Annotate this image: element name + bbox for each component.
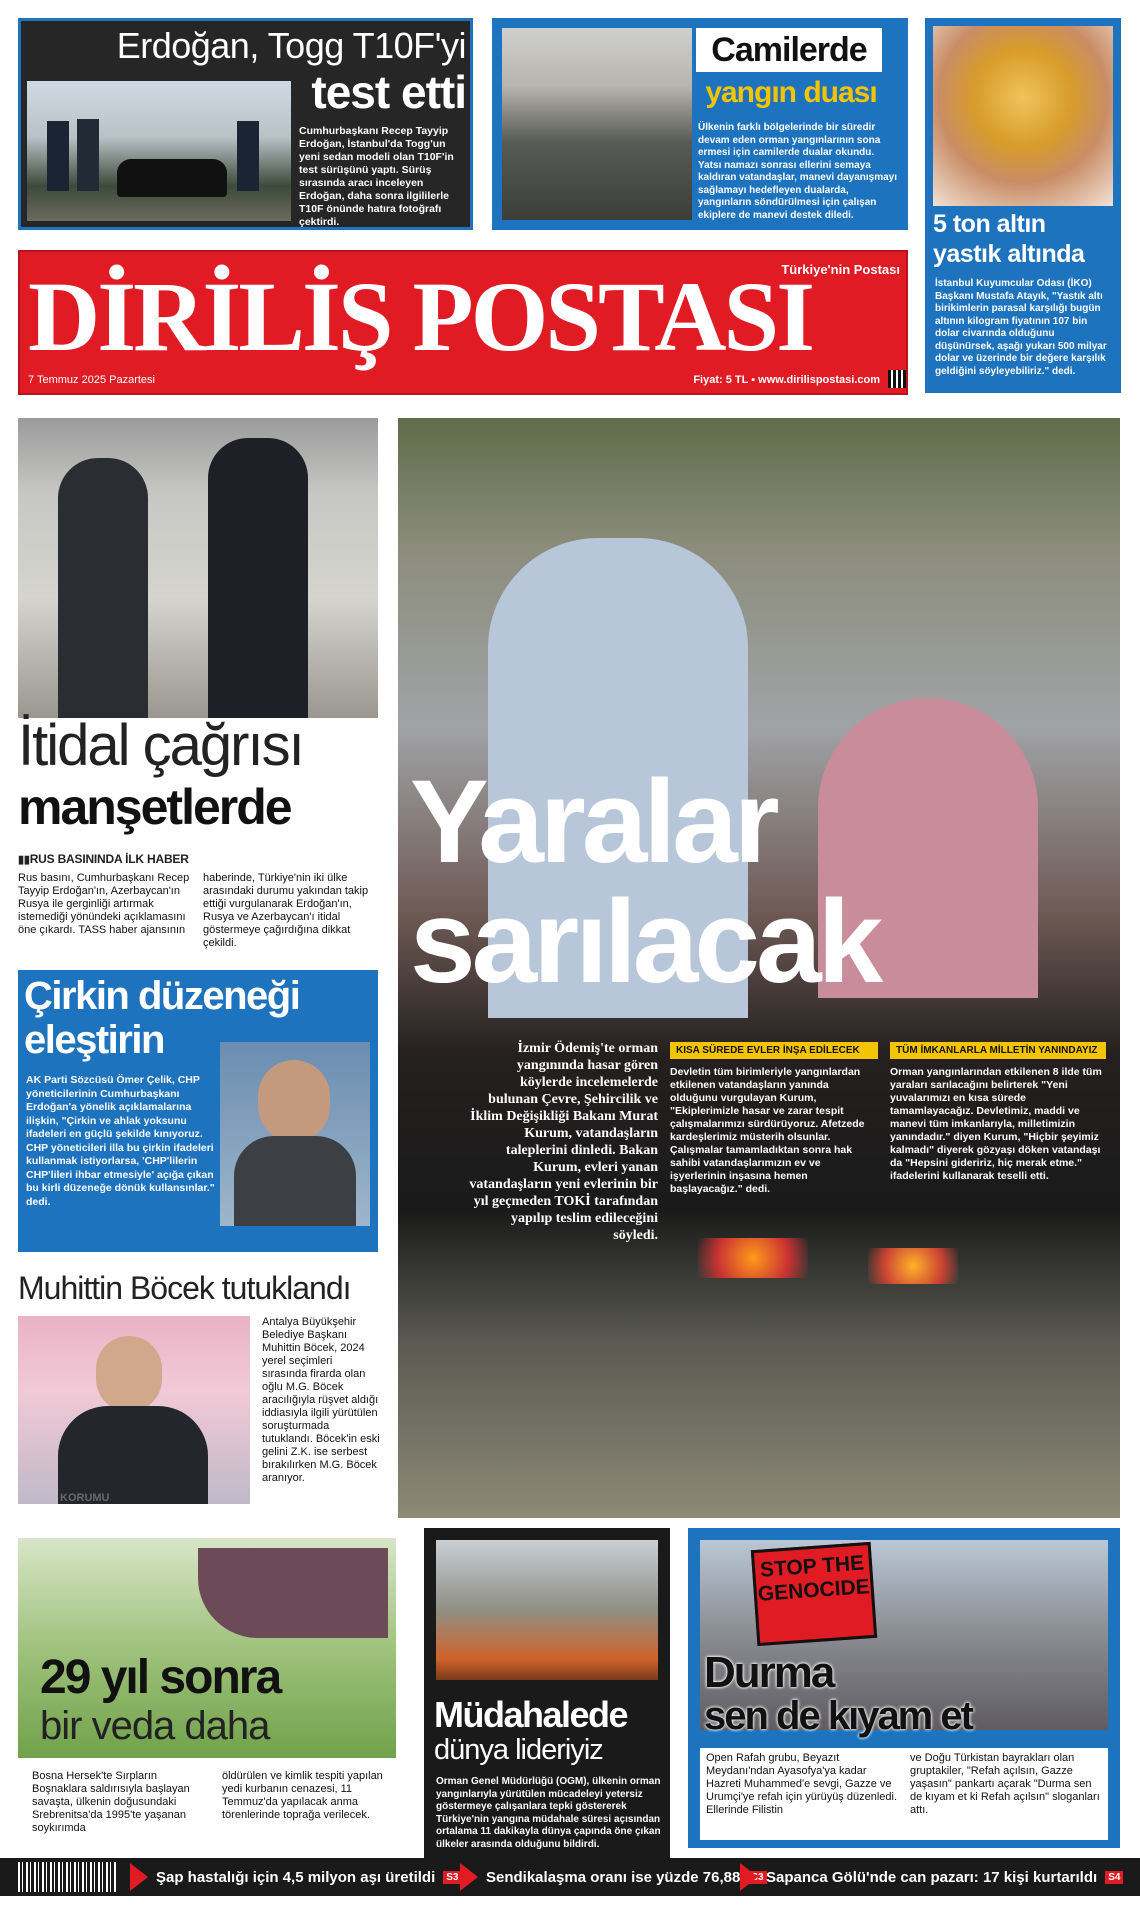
main-col-1: Devletin tüm birimleriyle yangınlardan etkilenen vatandaşların yanında olduğunu vurgulayan Kurum, "Ekiplerimizle hasar ve zarar tespit çalışmalarımızı sürdürüyoruz. Afetzede kardeşlerimiz müsterih olsunlar. Çalışmalar tamamladıktan sonra hak sahibi vatandaşlarımızın ev ve işyerlerinin inşasına hemen başlayacağız." dedi. [670,1066,865,1195]
main-kicker-2: TÜM İMKANLARLA MİLLETİN YANINDAYIZ [890,1042,1106,1059]
main-headline-2: sarılacak [410,876,880,1008]
bocek-photo [18,1316,250,1504]
kiyam-headline-1: Durma [704,1648,834,1697]
barcode-icon [18,1862,118,1892]
bocek-headline: Muhittin Böcek tutuklandı [18,1270,351,1306]
strip-item-page: S3 [748,1871,766,1884]
camiler-photo [502,28,692,220]
togg-body: Cumhurbaşkanı Recep Tayyip Erdoğan, İstanbul'da Togg'un yeni sedan modeli olan T10F'in test sürüşünü yaptı. Sürüş sırasında aracı inceleyen Erdoğan, daha sonra ilgililerle T10F önünde hatıra fotoğrafı çektirdi. [299,125,454,228]
masthead [18,250,908,395]
main-headline-1: Yaralar [410,756,776,888]
face-shape [258,1060,330,1142]
masthead-website[interactable]: www.dirilispostasi.com [758,374,880,386]
camiler-headline-1: Camilerde [696,28,882,72]
itidal-col2: haberinde, Türkiye'nin iki ülke arasındaki durumu yakından takip ettiği vurgulanarak Erdoğan'ın, Rusya ve Azerbaycan'ı itidal göstermeye çağırdığına dikkat çekildi. [203,872,369,949]
togg-headline-2: test etti [311,66,466,118]
person-shape [208,438,308,718]
strip-item-text: Sendikalaşma oranı ise yüzde 76,88 [486,1868,741,1886]
main-kicker-1: KISA SÜREDE EVLER İNŞA EDİLECEK [670,1042,878,1059]
strip-item-1[interactable] [130,1858,462,1896]
arrow-icon [460,1863,478,1891]
camiler-headline-2: yangın duası [705,76,877,109]
veda-col2: öldürülen ve kimlik tespiti yapılan yedi kurbanın cenazesi, 11 Temmuz'da yapılacak anma törenlerinde toprağa verilecek. [222,1770,383,1821]
qr-code-icon [888,370,906,388]
hand-shape [198,1548,388,1638]
strip-item-page: S4 [1105,1871,1123,1884]
mudahale-headline-2: dünya lideriyiz [434,1734,603,1766]
arrow-icon [130,1863,148,1891]
celik-photo [220,1042,370,1226]
face-shape [96,1336,162,1412]
masthead-tagline: Türkiye'nin Postası [781,262,900,277]
bocek-body: Antalya Büyükşehir Belediye Başkanı Muhittin Böcek, 2024 yerel seçimleri sırasında firarda olan oğlu M.G. Böcek aracılığıyla rüşvet aldığı iddiasıyla ilgili yürütülen soruşturmada tutuklandı. Böcek'in eski gelini Z.K. ise serbest bırakılırken M.G. Böcek aranıyor. [262,1316,380,1484]
fire-shape [868,1248,958,1284]
car-shape [117,159,227,197]
veda-headline-2: bir veda daha [40,1704,270,1748]
itidal-headline-1: İtidal çağrısı [18,713,303,778]
strip-item-3[interactable] [740,1858,1123,1896]
suit-shape [58,1406,208,1504]
mudahale-headline-1: Müdahalede [434,1694,628,1735]
masthead-title: DİRİLİŞ POSTASI [28,261,813,372]
altin-headline-2: yastık altında [933,240,1085,268]
person-shape [237,121,259,191]
itidal-col1: Rus basını, Cumhurbaşkanı Recep Tayyip Erdoğan'ın, Azerbaycan'ın Rusya ile gerginliği artırmak istemediği yönündeki açıklamasını öne çıkardı. TASS haber ajansının [18,872,190,936]
itidal-headline-2: manşetlerde [18,779,291,835]
veda-col1: Bosna Hersek'te Sırpların Boşnaklara saldırısıyla başlayan savaşta, ülkenin doğusundaki Srebrenitsa'da 1995'te yaşanan soykırımda [32,1770,190,1834]
kiyam-story [688,1528,1120,1848]
person-shape [77,119,99,191]
masthead-date: 7 Temmuz 2025 Pazartesi [28,374,155,386]
kiyam-col2: ve Doğu Türkistan bayrakları olan gruptakiler, "Refah açılsın, Gazze yaşasın" pankartı açarak "Durma sen de kıyam et ki Refah açılsın" sloganları attı. [910,1752,1100,1816]
kiyam-col1: Open Rafah grubu, Beyazıt Meydanı'ndan Ayasofya'ya kadar Hazreti Muhammed'e sevgi, Gazze ve Urumçi'ye refah için yürüyüş düzenledi. Ellerinde Filistin [706,1752,898,1816]
togg-headline-1: Erdoğan, Togg T10F'yi [116,25,466,66]
altin-headline-1: 5 ton altın [933,210,1046,238]
togg-story [18,18,473,230]
masthead-price: Fiyat: 5 TL [693,374,749,386]
kiyam-headline-2: sen de kıyam et [704,1694,972,1738]
main-col-2: Orman yangınlarından etkilenen 8 ilde tüm yaraları sarılacağını belirterek "Yeni yuvalarımızı en kısa sürede tamamlayacağız. Devletimiz, maddi ve manevi tüm imkanlarıyla, milletimizin yanındadır." diyen Kurum, "Hiçbir şeyimiz kalmadı" diyerek gözyaşı döken vatandaşı da "Hepsini gideririz, hiç merak etme." ifadelerini kullanarak teselli etti. [890,1066,1102,1182]
altin-story [925,18,1121,393]
person-shape [58,458,148,718]
person-shape [47,121,69,191]
celik-headline-2: eleştirin [24,1018,164,1062]
arrow-icon [740,1863,758,1891]
itidal-kicker: ▮▮ RUS BASININDA İLK HABER [18,852,388,866]
celik-headline-1: Çirkin düzeneği [24,974,300,1018]
altin-photo [933,26,1113,206]
strip-item-text: Şap hastalığı için 4,5 milyon aşı üretildi [156,1868,436,1886]
masthead-price-site: Fiyat: 5 TL ▪ www.dirilispostasi.com [693,374,880,386]
strip-item-text: Sapanca Gölü'nde can pazarı: 17 kişi kurtarıldı [766,1868,1098,1886]
suit-shape [234,1136,356,1226]
main-lede: İzmir Ödemiş'te orman yangınında hasar gören köylerde incelemelerde bulunan Çevre, Şehircilik ve İklim Değişikliği Bakanı Murat Kurum, vatandaşların taleplerini dinledi. Bakan Kurum, evleri yanan vatandaşların yeni evlerinin bir yıl geçmeden TOKİ tarafından yapılıp teslim edileceğini söyledi. [469,1041,658,1243]
mudahale-photo [436,1540,658,1680]
camiler-story [492,18,908,230]
mudahale-body: Orman Genel Müdürlüğü (OGM), ülkenin orman yangınlarıyla yürütülen mücadeleyi yetersiz göstermeye çalışanlara tepki göstererek Türkiye'nin yangına müdahale süresi açısından ortalama 11 dakikayla dünya çapında öne çıkan ülkeler arasında olduğunu bildirdi. [436,1776,661,1850]
altin-body: İstanbul Kuyumcular Odası (İKO) Başkanı Mustafa Atayık, "Yastık altı birikimlerin parasal karşılığı bugün altının kilogram fiyatının 107 bin dolar civarında olduğunu düşünürsek, aşağı yukarı 500 milyar dolar ve üzerinde bir değere karşılık geldiğini söyleyebiliriz." dedi. [935,278,1107,377]
fire-shape [698,1238,808,1278]
celik-body: AK Parti Sözcüsü Ömer Çelik, CHP yöneticilerinin Cumhurbaşkanı Erdoğan'a yönelik açıklamalarına ilişkin, "Çirkin ve ahlak yoksunu ifadeleri en güçlü şekilde kınıyoruz. CHP yöneticileri illa bu çirkin ifadeleri kullanmak istiyorlarsa, 'CHP'lilerin CHP'lileri ihbar etmesiyle' açığa çıkan bu kirli düzeneğe dönük kullansınlar." dedi. [26,1074,215,1208]
veda-headline-1: 29 yıl sonra [40,1651,281,1704]
camiler-body: Ülkenin farklı bölgelerinde bir süredir devam eden orman yangınlarının sona ermesi için camilerde dualar okundu. Yatsı namazı sonrası ellerini semaya kaldıran vatandaşlar, manevi dayanışmayı sağlamayı hedefleyen dualarda, yangınların söndürülmesi için çalışan ekiplere de manevi destek diledi. [698,122,897,221]
kiyam-sign [751,1542,877,1646]
celik-story [18,970,378,1252]
mudahale-story [424,1528,670,1858]
strip-item-page: S3 [443,1871,461,1884]
watermark: KORUMU [60,1492,110,1504]
erdogan-aliyev-photo [18,418,378,718]
strip-item-2[interactable] [460,1858,767,1896]
kiyam-sign-text: STOP THE GENOCIDE [757,1551,871,1606]
bottom-news-strip [0,1858,1140,1896]
